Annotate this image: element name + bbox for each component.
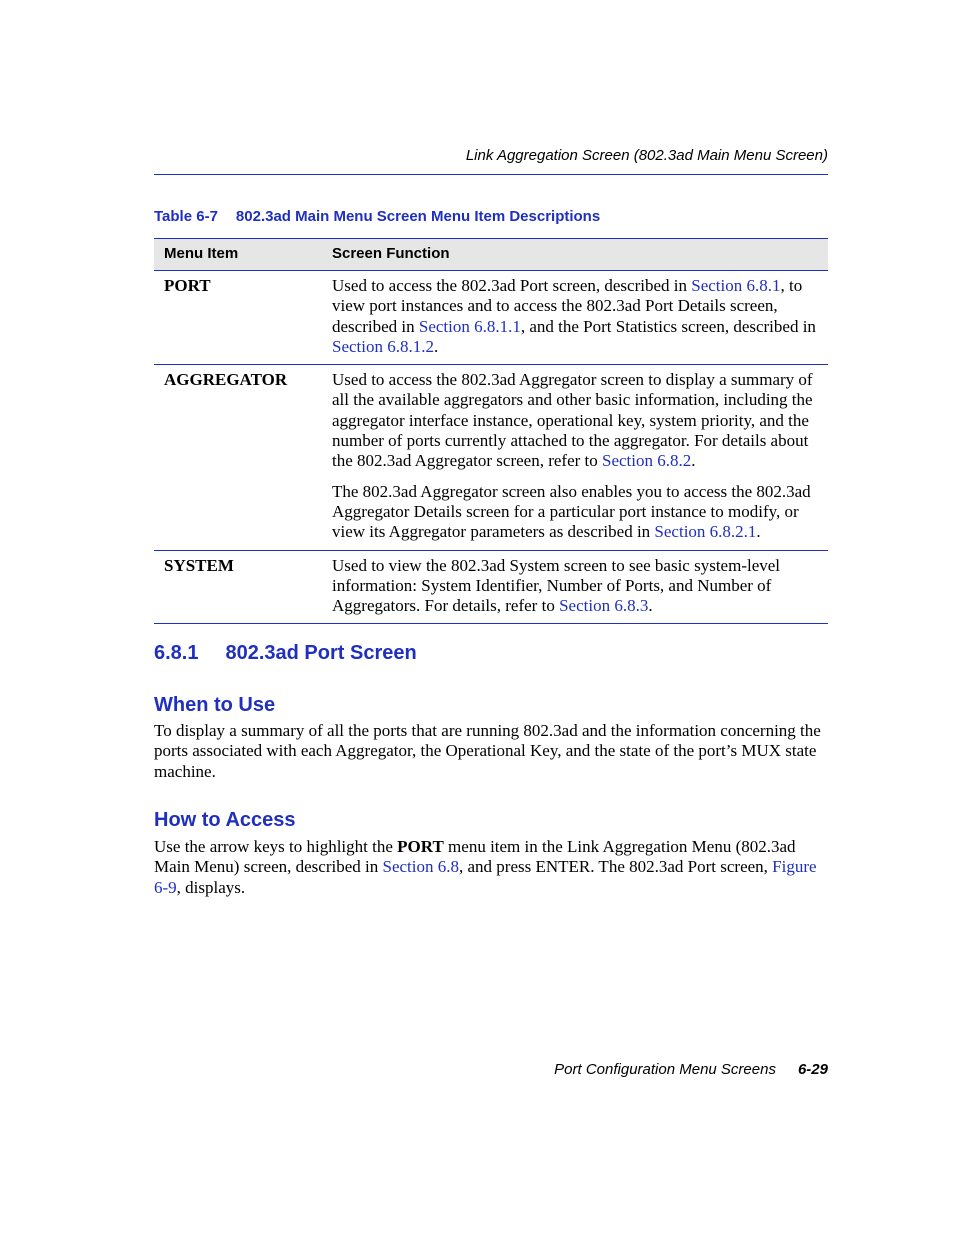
screen-function-text: Used to access the 802.3ad Port screen, described in Section 6.8.1, to view port instances and to access the 802.3ad Port Details screen, described in Section 6.8.1.1, and the Port Statistics screen, described in Section 6.8.1.2. — [332, 276, 816, 356]
table-row-system — [154, 551, 828, 625]
page-footer — [154, 1061, 828, 1078]
running-header: Link Aggregation Screen (802.3ad Main Menu Screen) — [465, 147, 828, 164]
column-header-menu-item: Menu Item — [164, 245, 239, 262]
section-heading — [154, 642, 417, 665]
table-caption-number: Table 6-7 — [154, 208, 218, 225]
table-caption-title: 802.3ad Main Menu Screen Menu Item Descriptions — [235, 208, 601, 225]
header-rule — [154, 174, 828, 175]
page-number: 6-29 — [797, 1061, 828, 1078]
when-to-use-text: To display a summary of all the ports that are running 802.3ad and the information concerning the ports associated with each Aggregator, the Operational Key, and the state of the port’s MUX state machine. — [154, 721, 821, 781]
table-header — [154, 238, 828, 271]
section-link[interactable]: Section 6.8.2.1 — [654, 522, 757, 542]
when-to-use-heading: When to Use — [154, 694, 276, 716]
menu-item-name: AGGREGATOR — [164, 370, 288, 390]
screen-function-text: Used to view the 802.3ad System screen to see basic system-level information: System Identifier, Number of Ports, and Number of Aggregators. For details, refer to Section 6.8.3. — [332, 555, 781, 616]
footer-title: Port Configuration Menu Screens — [554, 1061, 776, 1078]
section-link[interactable]: Section 6.8 — [382, 857, 459, 877]
how-to-access-heading: How to Access — [154, 809, 296, 831]
section-title: 802.3ad Port Screen — [225, 642, 417, 664]
how-to-access-text: Use the arrow keys to highlight the PORT menu item in the Link Aggregation Menu (802.3ad Main Menu) screen, described in Section 6.8, and press ENTER. The 802.3ad Port screen, Figure 6-9, displays. — [154, 837, 817, 897]
port-menu-item: PORT — [397, 837, 444, 856]
screen-function-text: Used to access the 802.3ad Aggregator screen to display a summary of all the available aggregators and other basic information, including the aggregator interface instance, operational key, system priority, and the number of ports currently attached to the aggregator. For details about the 802.3ad Aggregator screen, refer to Section 6.8.2. The 802.3ad Aggregator screen also enables you to access the 802.3ad Aggregator Details screen for a particular port instance to modify, or view its Aggregator parameters as described in Section 6.8.2.1. — [332, 370, 813, 542]
menu-item-table — [154, 238, 828, 624]
menu-item-name: SYSTEM — [164, 555, 234, 575]
section-link[interactable]: Section 6.8.2 — [602, 451, 692, 471]
section-number: 6.8.1 — [154, 642, 199, 664]
section-link[interactable]: Section 6.8.1.2 — [332, 336, 434, 356]
table-row-aggregator — [154, 365, 828, 550]
table-caption — [154, 208, 600, 225]
section-link[interactable]: Section 6.8.1.1 — [418, 316, 521, 336]
figure-link[interactable]: Figure 6-9 — [154, 857, 817, 897]
section-link[interactable]: Section 6.8.1 — [691, 276, 781, 295]
table-row-port — [154, 271, 828, 365]
section-link[interactable]: Section 6.8.3 — [559, 596, 649, 616]
menu-item-name: PORT — [164, 276, 211, 295]
column-header-screen-function: Screen Function — [332, 245, 450, 262]
